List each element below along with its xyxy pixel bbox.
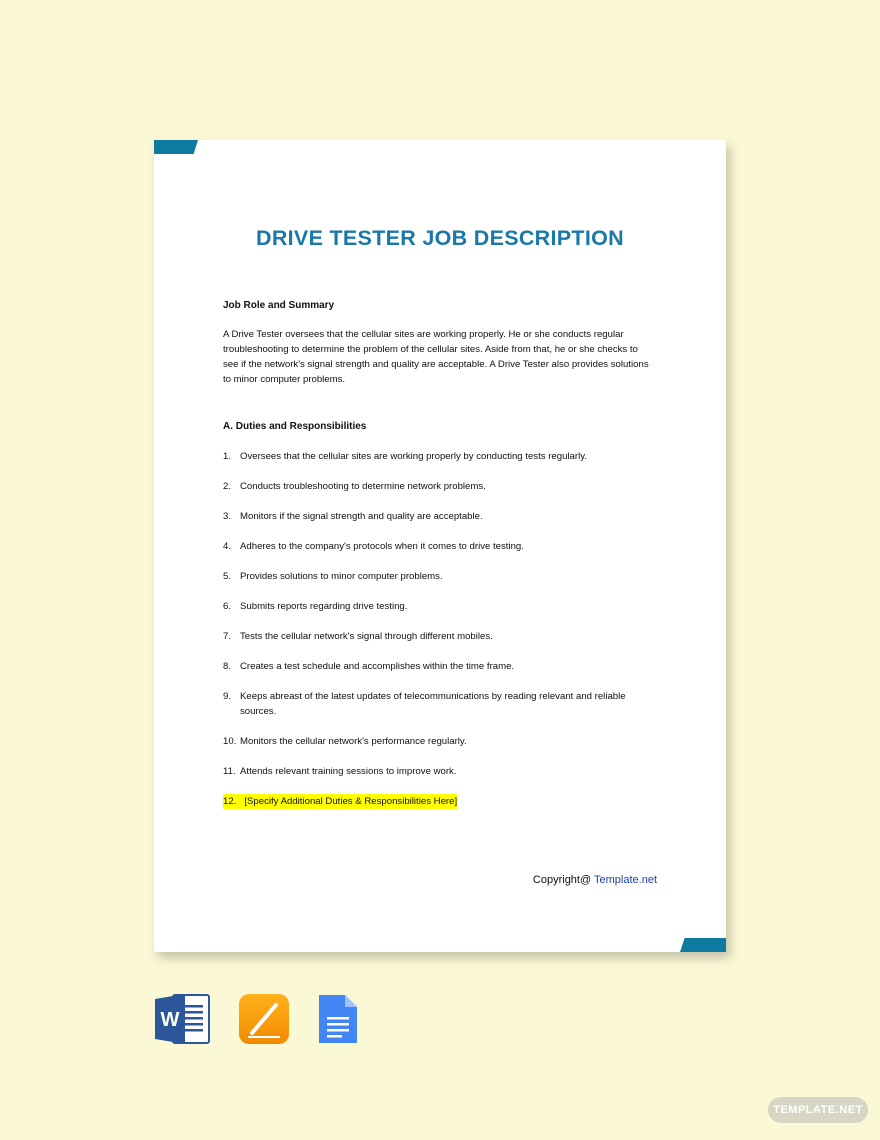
template-watermark: TEMPLATE.NET [768, 1097, 868, 1123]
list-item [223, 659, 663, 674]
summary-line: troubleshooting to determine the problem of the cellular sites. Aside from that, he or she checks to [223, 344, 638, 355]
copyright-prefix: Copyright@ [532, 874, 595, 886]
list-number: 11. [223, 766, 236, 777]
list-item [223, 629, 663, 644]
list-number: 12. [223, 796, 237, 807]
list-number: 8. [223, 661, 232, 672]
list-number: 1. [223, 451, 232, 462]
summary-line: A Drive Tester oversees that the cellular sites are working properly. He or she conducts regular [223, 329, 624, 340]
list-item [223, 599, 663, 614]
list-number: 2. [223, 481, 232, 492]
document-page [154, 140, 726, 952]
list-item [223, 734, 663, 749]
list-text: Submits reports regarding drive testing. [240, 601, 408, 612]
list-text: Creates a test schedule and accomplishes within the time frame. [240, 661, 515, 672]
word-icon[interactable] [155, 993, 211, 1045]
list-item [223, 539, 663, 554]
list-number: 7. [223, 631, 232, 642]
list-text: Monitors if the signal strength and quality are acceptable. [240, 511, 483, 522]
list-text: [Specify Additional Duties & Responsibilities Here] [244, 796, 458, 807]
app-icons [155, 993, 375, 1045]
copyright-link[interactable]: Template.net [594, 874, 657, 886]
duties-heading: A. Duties and Responsibilities [223, 421, 367, 432]
list-item [223, 689, 663, 719]
list-text: Adheres to the company's protocols when it comes to drive testing. [240, 541, 524, 552]
list-text: Keeps abreast of the latest updates of telecommunications by reading relevant and reliable sources. [240, 691, 626, 717]
pages-icon[interactable] [238, 993, 290, 1045]
list-number: 10. [223, 736, 237, 747]
google-docs-icon[interactable] [317, 993, 359, 1045]
list-text: Provides solutions to minor computer problems. [240, 571, 443, 582]
corner-accent-bottom-right [680, 938, 726, 952]
document-body [223, 298, 663, 824]
highlighted-placeholder [223, 794, 457, 809]
list-item [223, 509, 663, 524]
copyright-notice [533, 874, 657, 886]
list-text: Tests the cellular network's signal through different mobiles. [240, 631, 493, 642]
summary-line: see if the network's signal strength and quality are acceptable. A Drive Tester also provides solutions [223, 359, 649, 370]
list-item [223, 764, 663, 779]
list-number: 5. [223, 571, 232, 582]
list-text: Attends relevant training sessions to improve work. [240, 766, 457, 777]
list-item [223, 449, 663, 464]
list-item-placeholder [223, 794, 663, 809]
list-number: 9. [223, 691, 232, 702]
corner-accent-top-left [154, 140, 198, 154]
list-number: 4. [223, 541, 232, 552]
summary-paragraph [223, 327, 663, 387]
list-item [223, 569, 663, 584]
list-item [223, 479, 663, 494]
summary-line: to minor computer problems. [223, 374, 346, 385]
list-text: Oversees that the cellular sites are working properly by conducting tests regularly. [240, 451, 587, 462]
document-title: DRIVE TESTER JOB DESCRIPTION [256, 226, 624, 250]
list-number: 3. [223, 511, 232, 522]
list-text: Monitors the cellular network's performance regularly. [240, 736, 467, 747]
svg-text:W: W [160, 1009, 180, 1031]
list-text: Conducts troubleshooting to determine network problems. [240, 481, 486, 492]
role-heading: Job Role and Summary [223, 300, 335, 311]
list-number: 6. [223, 601, 232, 612]
duties-list [223, 449, 663, 809]
